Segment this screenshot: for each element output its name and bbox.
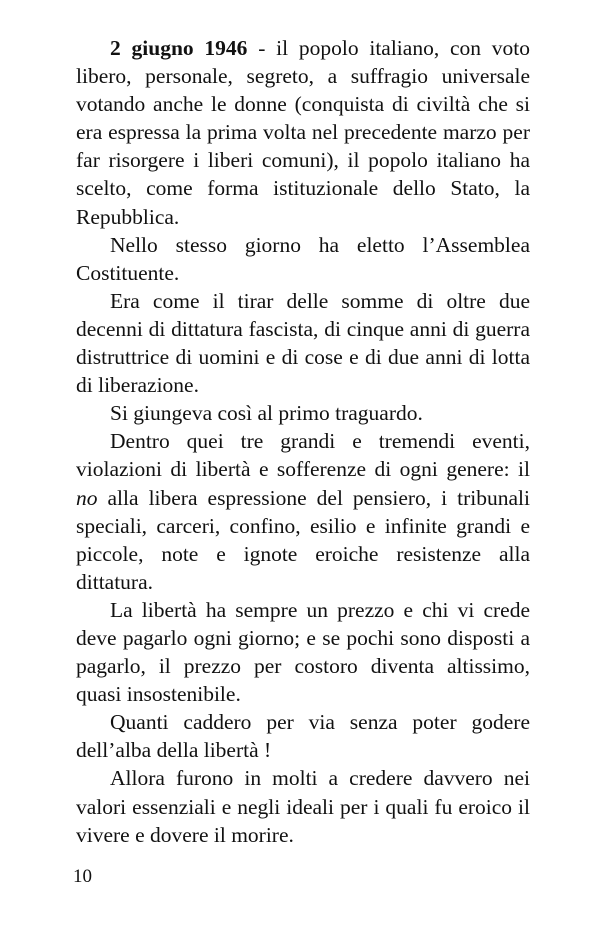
paragraph-text: Nello stesso giorno ha eletto l’Assemblea Costituente. [76,232,530,285]
paragraph-text-before: Dentro quei tre grandi e tremendi eventi, violazioni di libertà e sofferenze di ogni genere: il [76,429,530,482]
paragraph-fallen [76,708,530,764]
paragraph-text: Allora furono in molti a credere davvero nei valori essenziali e negli ideali per i quali fu eroico il vivere e dovere il morire. [76,766,530,847]
paragraph-text: La libertà ha sempre un prezzo e chi vi crede deve pagarlo ogni giorno; e se pochi sono disposti a pagarlo, il prezzo per costoro diventa altissimo, quasi insostenibile. [76,597,530,707]
paragraph-freedom-price [76,596,530,708]
paragraph-text: - il popolo italiano, con voto libero, personale, segreto, a suffragio universale votando anche le donne (conquista di civiltà che si era espressa la prima volta nel precedente marzo per far risorgere i liberi comuni), il popolo italiano ha scelto, come forma istituzionale dello Stato, la Repubblica. [76,36,531,229]
paragraph-violations [76,427,530,596]
paragraph-first-goal [76,399,530,427]
paragraph-text: Era come il tirar delle somme di oltre due decenni di dittatura fascista, di cinque anni di guerra distruttrice di uomini e di cose e di due anni di lotta di liberazione. [76,288,530,398]
page-number: 10 [73,866,92,887]
paragraph-referendum [76,34,530,231]
paragraph-ideals [76,764,530,848]
document-body [76,34,530,849]
paragraph-text: Quanti caddero per via senza poter godere dell’alba della libertà ! [76,710,530,763]
paragraph-text: Si giungeva così al primo traguardo. [110,401,423,426]
paragraph-dictatorship [76,287,530,399]
date-heading: 2 giugno 1946 [110,36,248,60]
paragraph-text-after: alla libera espressione del pensiero, i tribunali speciali, carceri, confino, esilio e infinite grandi e piccole, note e ignote eroiche resistenze alla dittatura. [76,485,530,594]
paragraph-assembly [76,231,530,287]
emphasis-no: no [76,485,98,510]
